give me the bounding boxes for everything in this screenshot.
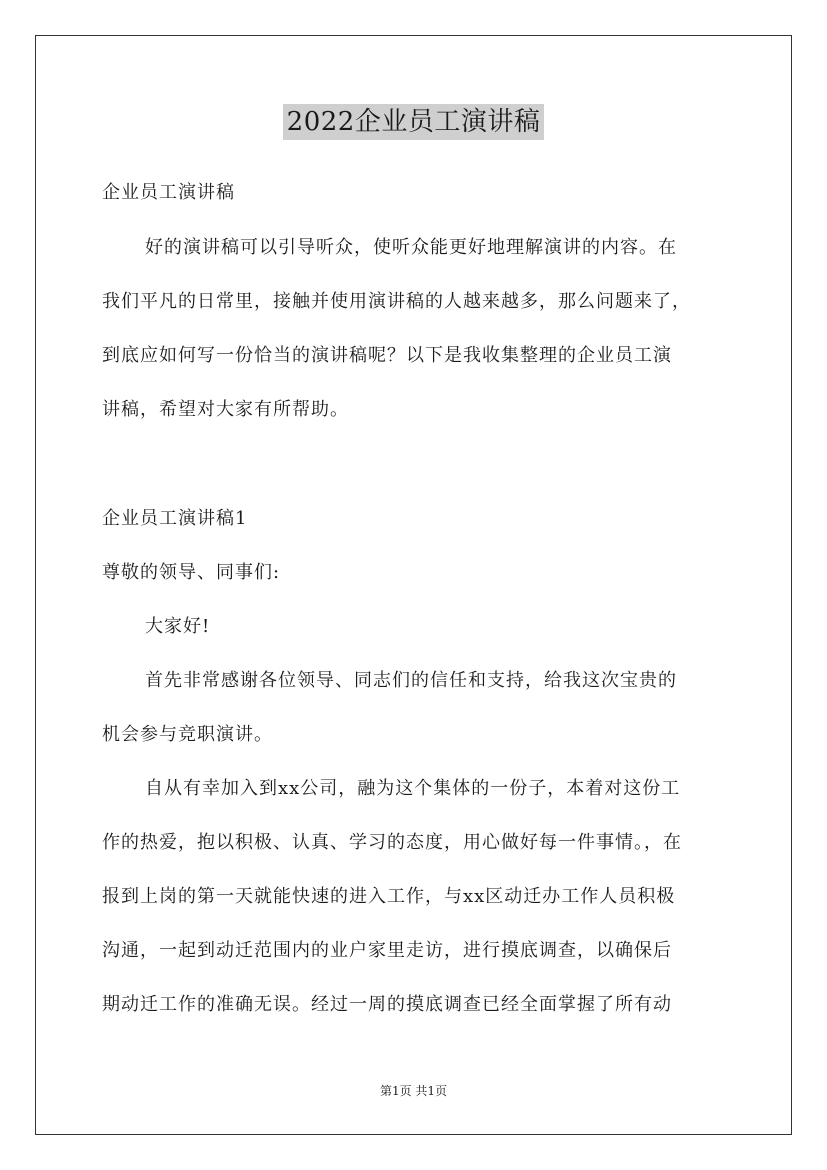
paragraph-line: 作的热爱，抱以积极、认真、学习的态度，用心做好每一件事情。，在: [102, 832, 682, 853]
paragraph-line: 好的演讲稿可以引导听众，使听众能更好地理解演讲的内容。在: [145, 237, 677, 258]
section-heading: 企业员工演讲稿1: [102, 508, 248, 529]
paragraph-line: 讲稿，希望对大家有所帮助。: [102, 399, 349, 420]
paragraph-line: 我们平凡的日常里，接触并使用演讲稿的人越来越多，那么问题来了，: [102, 291, 691, 312]
document-title: 2022企业员工演讲稿: [283, 104, 545, 140]
page-footer: 第1页 共1页: [379, 1084, 448, 1098]
paragraph-line: 沟通，一起到动迁范围内的业户家里走访，进行摸底调查，以确保后: [102, 940, 672, 961]
paragraph-line: 首先非常感谢各位领导、同志们的信任和支持，给我这次宝贵的: [145, 670, 677, 691]
paragraph-line: 机会参与竞职演讲。: [102, 724, 273, 745]
paragraph-line: 报到上岗的第一天就能快速的进入工作，与xx区动迁办工作人员积极: [102, 886, 676, 907]
paragraph-line: 到底应如何写一份恰当的演讲稿呢？以下是我收集整理的企业员工演: [102, 345, 672, 366]
paragraph-line: 自从有幸加入到xx公司，融为这个集体的一份子，本着对这份工: [145, 778, 681, 799]
subtitle-line: 企业员工演讲稿: [102, 182, 235, 203]
title-wrapper: [0, 104, 827, 140]
paragraph-line: 期动迁工作的准确无误。经过一周的摸底调查已经全面掌握了所有动: [102, 994, 672, 1015]
greeting-line: 大家好!: [145, 616, 211, 637]
salutation-line: 尊敬的领导、同事们:: [102, 562, 281, 583]
